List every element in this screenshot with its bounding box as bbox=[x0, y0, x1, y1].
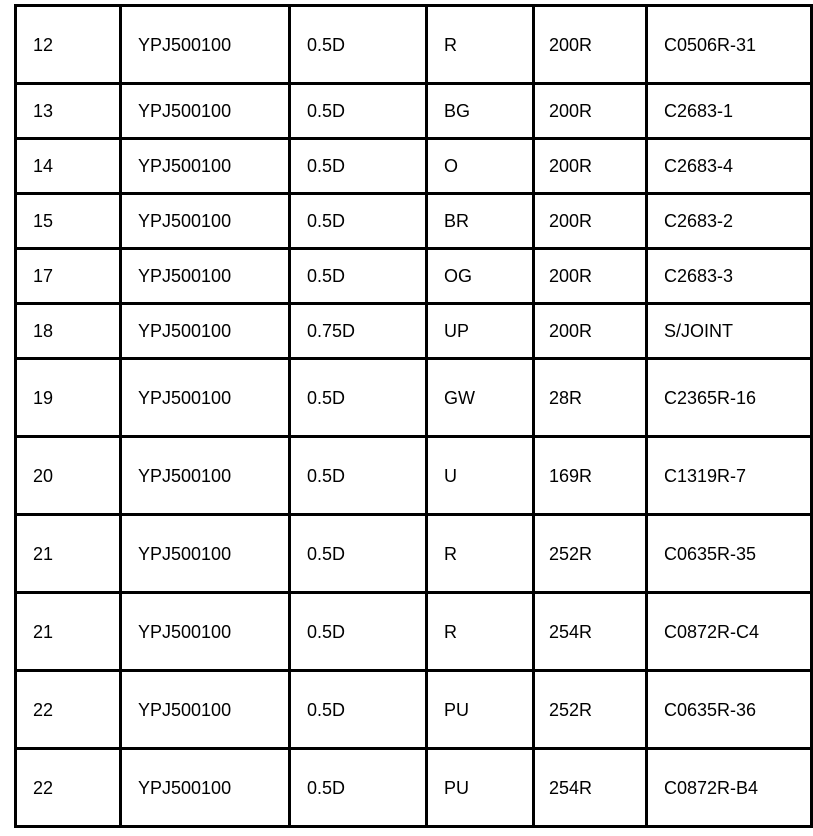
table-cell-length: 200R bbox=[534, 249, 647, 304]
table-cell-length: 200R bbox=[534, 84, 647, 139]
table-cell-wire-size: 0.5D bbox=[290, 194, 427, 249]
table-cell-connector: C0872R-C4 bbox=[647, 593, 812, 671]
table-cell-color-code: PU bbox=[427, 671, 534, 749]
table-cell-part-number: YPJ500100 bbox=[121, 593, 290, 671]
table-cell-wire-size: 0.5D bbox=[290, 84, 427, 139]
table-cell-length: 252R bbox=[534, 515, 647, 593]
table-cell-part-number: YPJ500100 bbox=[121, 194, 290, 249]
table-cell-wire-size: 0.5D bbox=[290, 593, 427, 671]
table-row bbox=[16, 304, 812, 359]
table-cell-connector: C0872R-B4 bbox=[647, 749, 812, 827]
table-row bbox=[16, 437, 812, 515]
table-row bbox=[16, 749, 812, 827]
table-cell-color-code: GW bbox=[427, 359, 534, 437]
table-cell-wire-size: 0.5D bbox=[290, 671, 427, 749]
table-cell-wire-size: 0.5D bbox=[290, 515, 427, 593]
table-cell-length: 28R bbox=[534, 359, 647, 437]
table-cell-ref: 18 bbox=[16, 304, 121, 359]
table-cell-length: 200R bbox=[534, 6, 647, 84]
table-cell-part-number: YPJ500100 bbox=[121, 6, 290, 84]
table-cell-wire-size: 0.5D bbox=[290, 359, 427, 437]
table-row bbox=[16, 359, 812, 437]
table-cell-ref: 19 bbox=[16, 359, 121, 437]
table-cell-color-code: R bbox=[427, 6, 534, 84]
table-cell-length: 200R bbox=[534, 304, 647, 359]
table-cell-ref: 17 bbox=[16, 249, 121, 304]
table-cell-color-code: UP bbox=[427, 304, 534, 359]
table-row bbox=[16, 84, 812, 139]
table-cell-length: 200R bbox=[534, 194, 647, 249]
table-cell-connector: C0506R-31 bbox=[647, 6, 812, 84]
table-row bbox=[16, 194, 812, 249]
table-row bbox=[16, 593, 812, 671]
table-cell-color-code: R bbox=[427, 593, 534, 671]
table-cell-connector: C2683-3 bbox=[647, 249, 812, 304]
table-cell-wire-size: 0.5D bbox=[290, 249, 427, 304]
table-cell-wire-size: 0.5D bbox=[290, 749, 427, 827]
table-cell-color-code: U bbox=[427, 437, 534, 515]
table-cell-part-number: YPJ500100 bbox=[121, 139, 290, 194]
table-cell-length: 254R bbox=[534, 593, 647, 671]
table-cell-color-code: PU bbox=[427, 749, 534, 827]
table-cell-connector: C1319R-7 bbox=[647, 437, 812, 515]
table-cell-color-code: BR bbox=[427, 194, 534, 249]
table-cell-wire-size: 0.75D bbox=[290, 304, 427, 359]
table-cell-color-code: BG bbox=[427, 84, 534, 139]
table-cell-ref: 21 bbox=[16, 593, 121, 671]
table-row bbox=[16, 6, 812, 84]
table-cell-connector: C2683-4 bbox=[647, 139, 812, 194]
table-cell-ref: 15 bbox=[16, 194, 121, 249]
table-cell-part-number: YPJ500100 bbox=[121, 515, 290, 593]
table-cell-ref: 12 bbox=[16, 6, 121, 84]
table-cell-connector: C0635R-36 bbox=[647, 671, 812, 749]
table-cell-connector: C2683-2 bbox=[647, 194, 812, 249]
table-cell-part-number: YPJ500100 bbox=[121, 249, 290, 304]
table-cell-ref: 13 bbox=[16, 84, 121, 139]
table-cell-part-number: YPJ500100 bbox=[121, 84, 290, 139]
table-cell-ref: 20 bbox=[16, 437, 121, 515]
table-cell-connector: C0635R-35 bbox=[647, 515, 812, 593]
table-cell-ref: 22 bbox=[16, 671, 121, 749]
table-cell-part-number: YPJ500100 bbox=[121, 437, 290, 515]
table-cell-wire-size: 0.5D bbox=[290, 139, 427, 194]
table-cell-ref: 21 bbox=[16, 515, 121, 593]
table-cell-wire-size: 0.5D bbox=[290, 6, 427, 84]
table-cell-connector: C2683-1 bbox=[647, 84, 812, 139]
table-cell-length: 252R bbox=[534, 671, 647, 749]
table-cell-part-number: YPJ500100 bbox=[121, 359, 290, 437]
table-cell-ref: 14 bbox=[16, 139, 121, 194]
table-row bbox=[16, 515, 812, 593]
table-cell-part-number: YPJ500100 bbox=[121, 749, 290, 827]
table-row bbox=[16, 671, 812, 749]
table-cell-ref: 22 bbox=[16, 749, 121, 827]
table-cell-length: 254R bbox=[534, 749, 647, 827]
table-cell-part-number: YPJ500100 bbox=[121, 304, 290, 359]
table-cell-part-number: YPJ500100 bbox=[121, 671, 290, 749]
table-cell-color-code: R bbox=[427, 515, 534, 593]
wiring-table bbox=[14, 4, 813, 828]
table-cell-length: 169R bbox=[534, 437, 647, 515]
table-cell-color-code: O bbox=[427, 139, 534, 194]
table-cell-wire-size: 0.5D bbox=[290, 437, 427, 515]
table-cell-connector: C2365R-16 bbox=[647, 359, 812, 437]
table-row bbox=[16, 249, 812, 304]
table-row bbox=[16, 139, 812, 194]
table-cell-connector: S/JOINT bbox=[647, 304, 812, 359]
table-cell-length: 200R bbox=[534, 139, 647, 194]
table-cell-color-code: OG bbox=[427, 249, 534, 304]
